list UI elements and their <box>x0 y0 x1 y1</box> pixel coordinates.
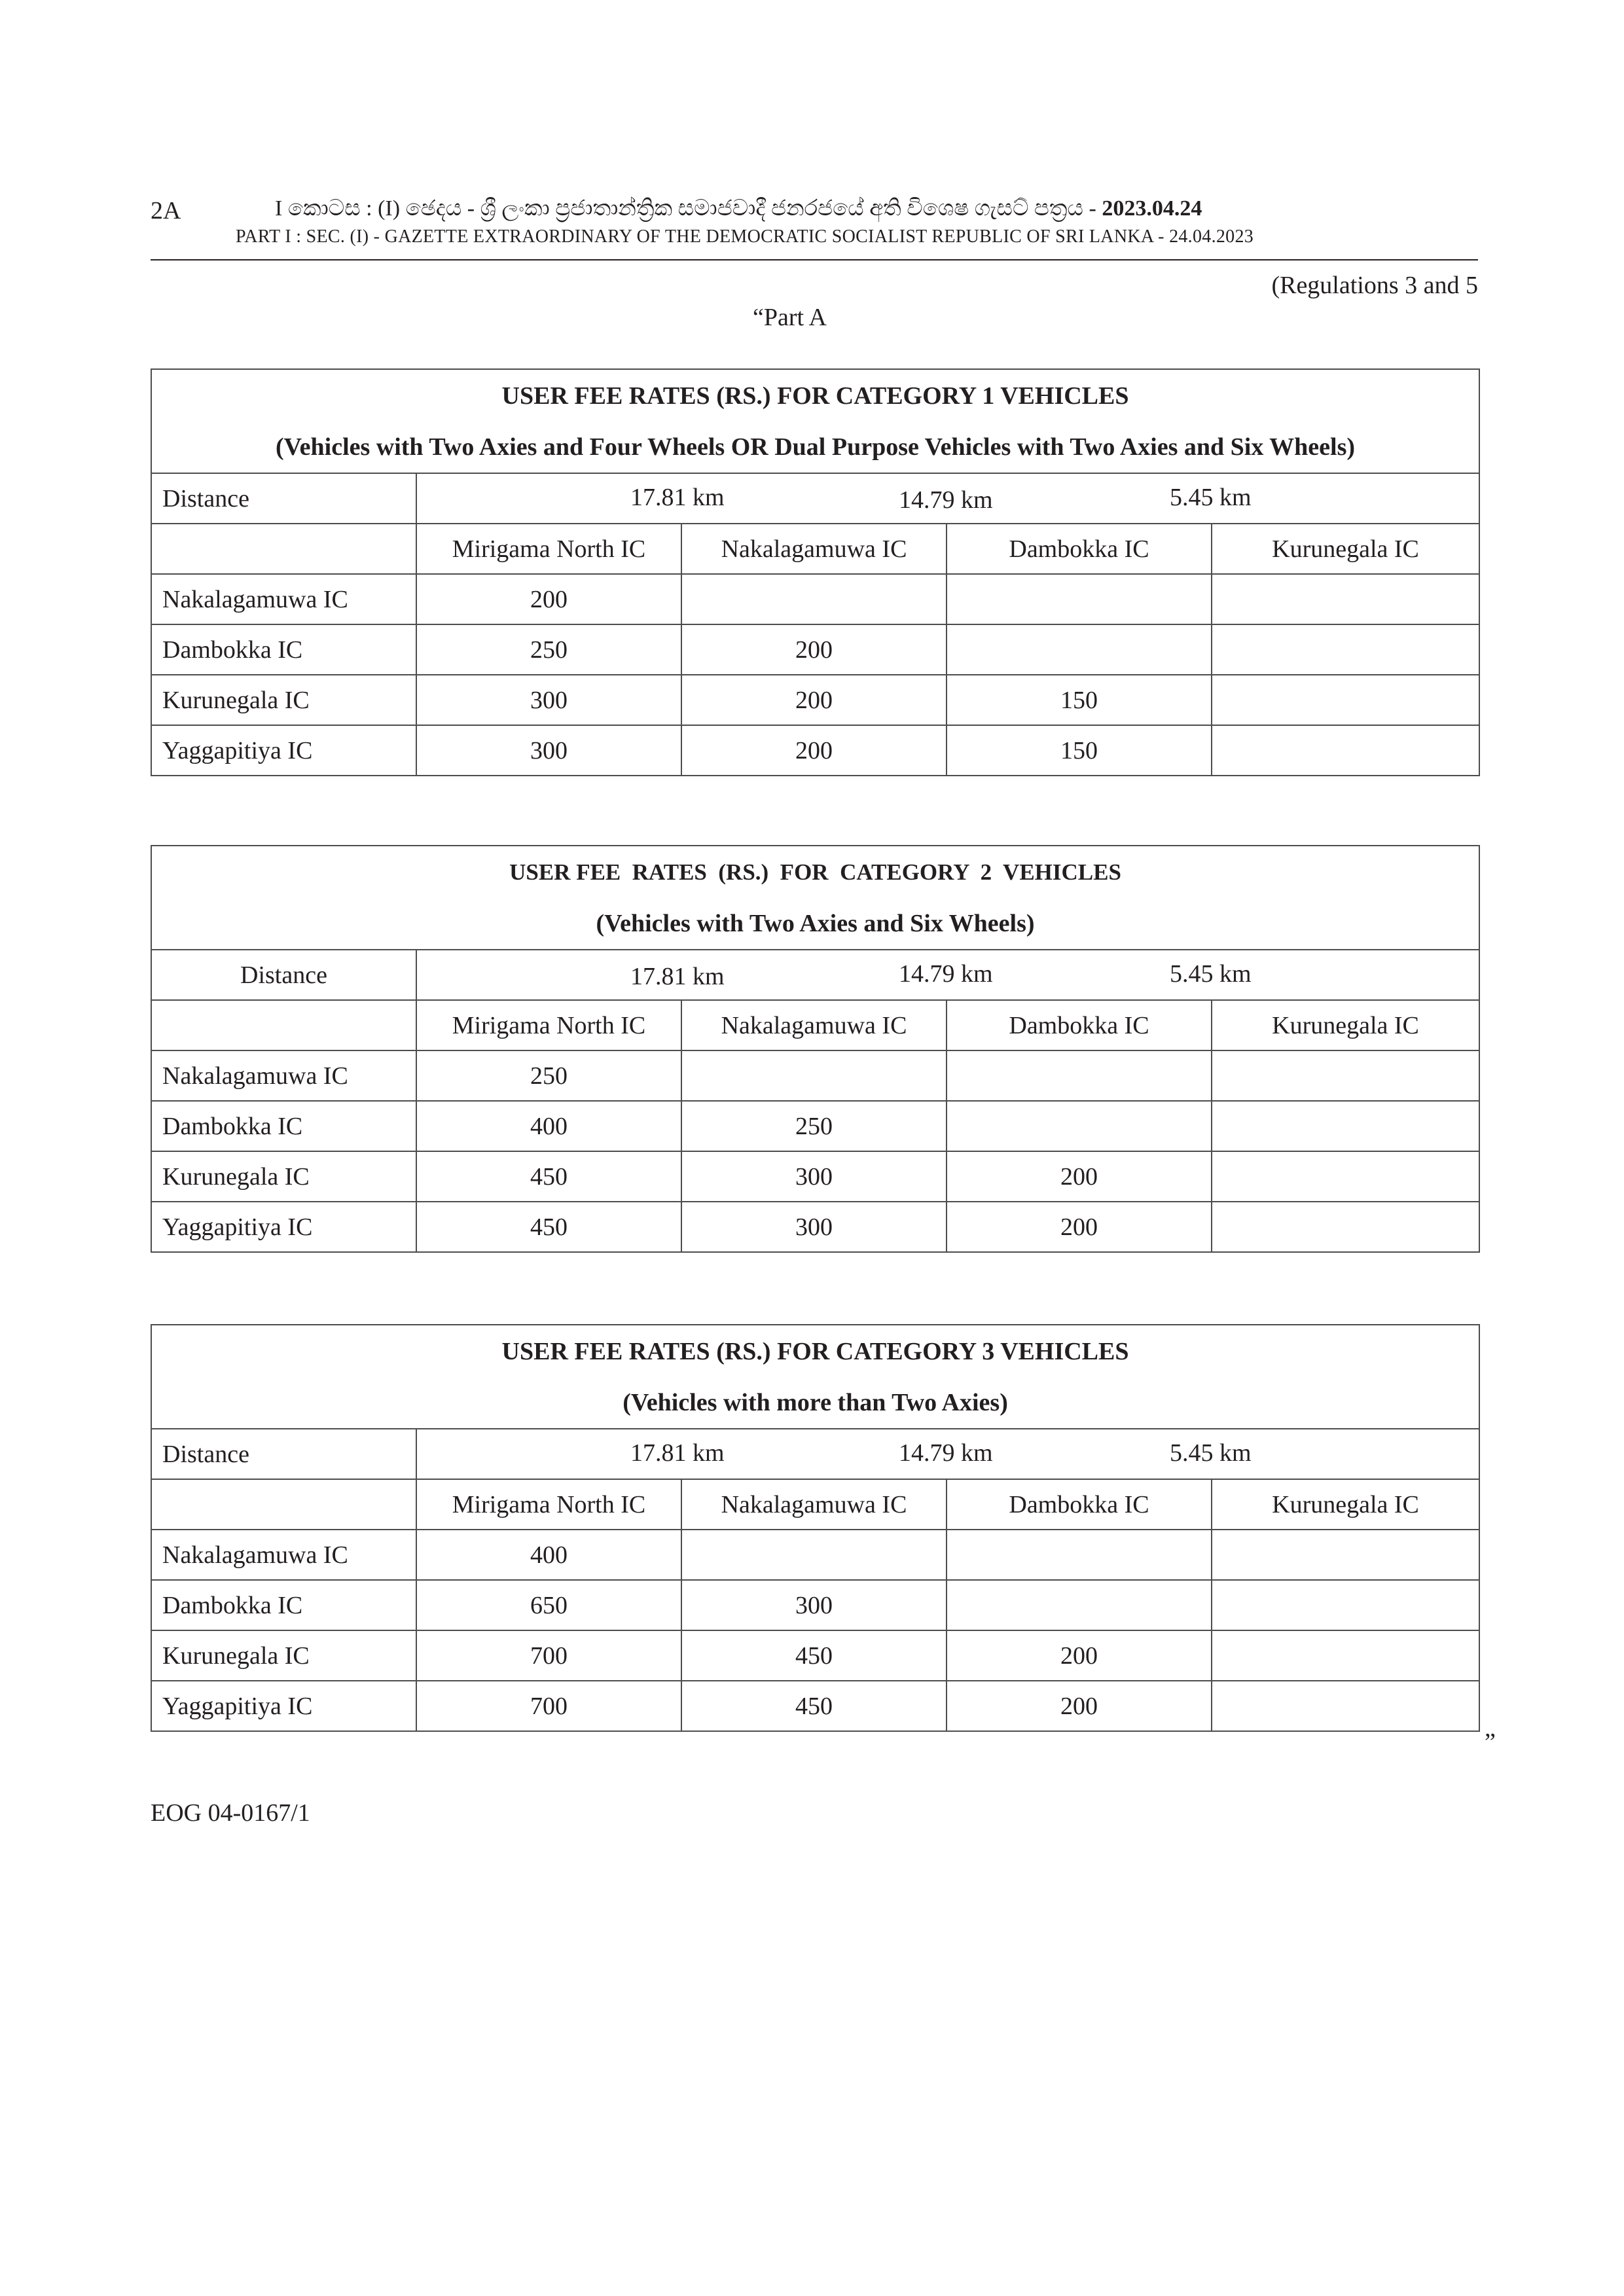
sinhala-header <box>275 196 1362 221</box>
fee-cell: 150 <box>947 675 1212 725</box>
fee-cell <box>947 1530 1212 1580</box>
fee-cell: 450 <box>416 1202 681 1252</box>
table-row <box>151 1050 1479 1101</box>
table-row <box>151 1681 1479 1731</box>
fee-cell <box>1212 1681 1479 1731</box>
fee-cell <box>1212 574 1479 624</box>
table-row <box>151 574 1479 624</box>
fee-cell: 250 <box>416 1050 681 1101</box>
distance-row <box>151 473 1479 524</box>
row-label: Dambokka IC <box>151 1101 416 1151</box>
sinhala-date: 2023.04.24 <box>1102 196 1202 221</box>
fee-cell <box>1212 624 1479 675</box>
corner-cell <box>151 1000 416 1050</box>
table-row <box>151 1101 1479 1151</box>
row-label: Yaggapitiya IC <box>151 1681 416 1731</box>
column-header-row <box>151 524 1479 574</box>
table-title-cell <box>151 846 1479 950</box>
row-label: Kurunegala IC <box>151 1151 416 1202</box>
distance-row <box>151 950 1479 1000</box>
fee-cell: 200 <box>681 675 947 725</box>
fee-table-category-2 <box>151 845 1480 1253</box>
column-header-row <box>151 1479 1479 1530</box>
column-header-row <box>151 1000 1479 1050</box>
fee-cell: 300 <box>681 1151 947 1202</box>
distance-1: 17.81 km <box>630 484 725 511</box>
distance-values <box>416 473 1479 524</box>
row-label: Yaggapitiya IC <box>151 725 416 776</box>
fee-cell: 250 <box>681 1101 947 1151</box>
fee-cell: 200 <box>947 1151 1212 1202</box>
regulations-note: (Regulations 3 and 5 <box>1271 272 1478 299</box>
distance-3: 5.45 km <box>1170 1439 1252 1467</box>
distance-row <box>151 1429 1479 1479</box>
column-header: Dambokka IC <box>947 1000 1212 1050</box>
fee-cell: 200 <box>947 1630 1212 1681</box>
fee-cell <box>1212 1630 1479 1681</box>
fee-cell: 300 <box>416 725 681 776</box>
reference-code: EOG 04-0167/1 <box>151 1799 310 1827</box>
fee-cell <box>947 1580 1212 1630</box>
column-header: Kurunegala IC <box>1212 1000 1479 1050</box>
table-subtitle: (Vehicles with more than Two Axies) <box>623 1388 1008 1416</box>
corner-cell <box>151 1479 416 1530</box>
fee-cell: 300 <box>681 1580 947 1630</box>
column-header: Nakalagamuwa IC <box>681 1479 947 1530</box>
distance-values <box>416 950 1479 1000</box>
table-row <box>151 725 1479 776</box>
table-title-cell <box>151 369 1479 473</box>
row-label: Dambokka IC <box>151 624 416 675</box>
fee-cell: 400 <box>416 1530 681 1580</box>
table-row <box>151 624 1479 675</box>
corner-cell <box>151 524 416 574</box>
fee-cell <box>1212 1050 1479 1101</box>
distance-3: 5.45 km <box>1170 960 1252 988</box>
fee-cell <box>1212 675 1479 725</box>
fee-cell: 200 <box>416 574 681 624</box>
fee-cell: 200 <box>681 725 947 776</box>
page-number: 2A <box>151 197 181 224</box>
distance-3: 5.45 km <box>1170 484 1252 511</box>
row-label: Dambokka IC <box>151 1580 416 1630</box>
column-header: Mirigama North IC <box>416 524 681 574</box>
english-header: PART I : SEC. (I) - GAZETTE EXTRAORDINARY OF THE DEMOCRATIC SOCIALIST REPUBLIC OF SRI LANKA - 24.04.2023 <box>236 226 1254 247</box>
fee-cell: 400 <box>416 1101 681 1151</box>
table-row <box>151 675 1479 725</box>
distance-label: Distance <box>151 1429 416 1479</box>
fee-cell <box>1212 1530 1479 1580</box>
column-header: Nakalagamuwa IC <box>681 524 947 574</box>
fee-cell: 300 <box>681 1202 947 1252</box>
table-title: USER FEE RATES (RS.) FOR CATEGORY 3 VEHICLES <box>501 1337 1129 1365</box>
fee-cell <box>947 1101 1212 1151</box>
fee-cell <box>947 1050 1212 1101</box>
part-heading: “Part A <box>753 304 827 331</box>
table-title-row <box>151 846 1479 950</box>
fee-cell: 700 <box>416 1630 681 1681</box>
fee-cell <box>1212 725 1479 776</box>
table-row <box>151 1151 1479 1202</box>
distance-2: 14.79 km <box>899 1439 993 1467</box>
fee-cell <box>1212 1151 1479 1202</box>
table-title-row <box>151 1325 1479 1429</box>
distance-2: 14.79 km <box>899 960 993 988</box>
column-header: Mirigama North IC <box>416 1479 681 1530</box>
table-title: USER FEE RATES (RS.) FOR CATEGORY 1 VEHICLES <box>501 382 1129 410</box>
fee-cell: 200 <box>947 1681 1212 1731</box>
fee-cell <box>681 1050 947 1101</box>
distance-2: 14.79 km <box>899 486 993 514</box>
table-title-cell <box>151 1325 1479 1429</box>
table-row <box>151 1530 1479 1580</box>
fee-cell: 450 <box>681 1681 947 1731</box>
fee-cell: 150 <box>947 725 1212 776</box>
fee-cell: 200 <box>681 624 947 675</box>
table-title: USER FEE RATES (RS.) FOR CATEGORY 2 VEHICLES <box>509 859 1121 885</box>
column-header: Dambokka IC <box>947 1479 1212 1530</box>
table-subtitle: (Vehicles with Two Axies and Four Wheels OR Dual Purpose Vehicles with Two Axies and Six Wheels) <box>276 433 1356 461</box>
table-row <box>151 1630 1479 1681</box>
distance-label: Distance <box>151 473 416 524</box>
fee-cell: 250 <box>416 624 681 675</box>
fee-cell <box>1212 1101 1479 1151</box>
fee-cell <box>947 574 1212 624</box>
column-header: Kurunegala IC <box>1212 1479 1479 1530</box>
row-label: Nakalagamuwa IC <box>151 1530 416 1580</box>
fee-cell <box>681 1530 947 1580</box>
fee-cell: 200 <box>947 1202 1212 1252</box>
fee-cell: 450 <box>416 1151 681 1202</box>
fee-cell <box>1212 1202 1479 1252</box>
row-label: Kurunegala IC <box>151 675 416 725</box>
fee-cell: 650 <box>416 1580 681 1630</box>
fee-cell <box>947 624 1212 675</box>
distance-label: Distance <box>151 950 416 1000</box>
table-row <box>151 1202 1479 1252</box>
table-subtitle: (Vehicles with Two Axies and Six Wheels) <box>596 909 1035 937</box>
fee-table-category-1 <box>151 368 1480 776</box>
row-label: Kurunegala IC <box>151 1630 416 1681</box>
sinhala-title: I කොටස : (I) ඡෙදය - ශ්‍රී ලංකා ප්‍රජාතාන්ත්‍රික සමාජවාදී ජනරජයේ අති විශෙෂ ගැසට් පත්‍රය - <box>275 196 1096 221</box>
fee-cell: 300 <box>416 675 681 725</box>
fee-cell <box>681 574 947 624</box>
row-label: Nakalagamuwa IC <box>151 1050 416 1101</box>
row-label: Nakalagamuwa IC <box>151 574 416 624</box>
column-header: Nakalagamuwa IC <box>681 1000 947 1050</box>
column-header: Kurunegala IC <box>1212 524 1479 574</box>
distance-values <box>416 1429 1479 1479</box>
table-row <box>151 1580 1479 1630</box>
fee-cell <box>1212 1580 1479 1630</box>
row-label: Yaggapitiya IC <box>151 1202 416 1252</box>
table-title-row <box>151 369 1479 473</box>
header-divider <box>151 259 1478 260</box>
column-header: Dambokka IC <box>947 524 1212 574</box>
fee-cell: 700 <box>416 1681 681 1731</box>
distance-1: 17.81 km <box>630 963 725 990</box>
column-header: Mirigama North IC <box>416 1000 681 1050</box>
distance-1: 17.81 km <box>630 1439 725 1467</box>
fee-cell: 450 <box>681 1630 947 1681</box>
fee-table-category-3 <box>151 1324 1480 1732</box>
closing-quote: ” <box>1485 1729 1496 1756</box>
